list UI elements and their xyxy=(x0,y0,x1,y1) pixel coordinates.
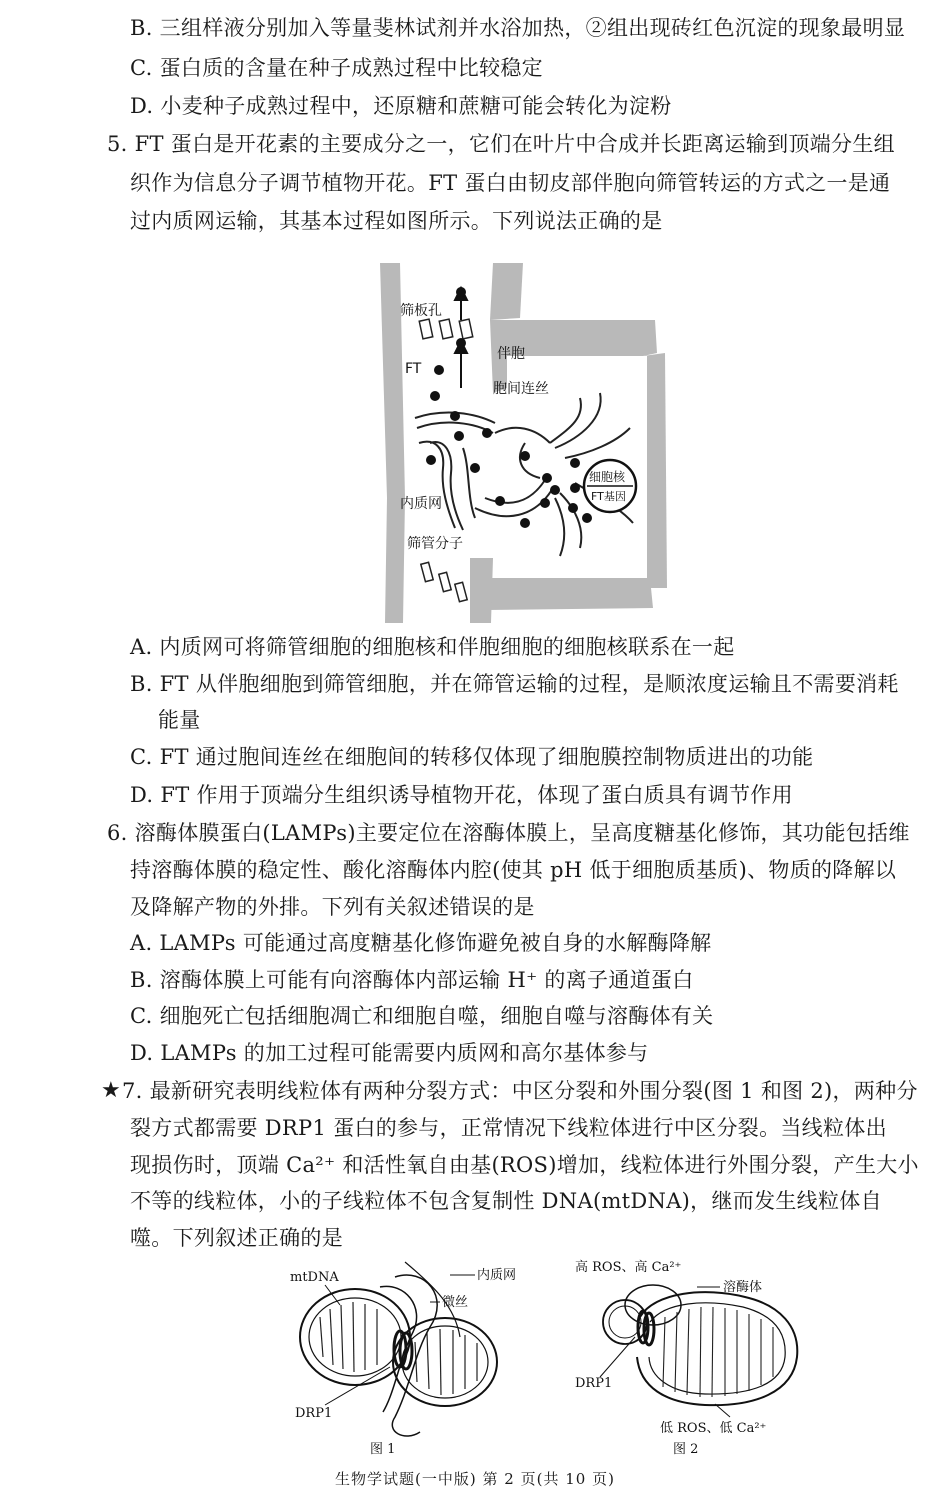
q4-option-d: D. 小麦种子成熟过程中，还原糖和蔗糖可能会转化为淀粉 xyxy=(130,94,672,118)
label-companion-cell: 伴胞 xyxy=(497,346,525,362)
page-footer: 生物学试题(一中版) 第 2 页(共 10 页) xyxy=(335,1470,615,1488)
label-er: 内质网 xyxy=(400,496,442,512)
mitochondria-figure-1 xyxy=(285,1257,535,1462)
label-ft-gene: FT基因 xyxy=(591,490,626,503)
fig1-label-drp1: DRP1 xyxy=(295,1406,333,1421)
fig2-label-high-ros: 高 ROS、高 Ca²⁺ xyxy=(575,1260,682,1275)
fig2-caption: 图 2 xyxy=(673,1442,699,1457)
q7-stem-line-2: 裂方式都需要 DRP1 蛋白的参与，正常情况下线粒体进行中区分裂。当线粒体出 xyxy=(130,1116,887,1140)
q5-option-b-line-1: B. FT 从伴胞细胞到筛管细胞，并在筛管运输的过程，是顺浓度运输且不需要消耗 xyxy=(130,672,899,696)
q4-option-b: B. 三组样液分别加入等量斐林试剂并水浴加热，②组出现砖红色沉淀的现象最明显 xyxy=(130,16,906,40)
q6-option-b: B. 溶酶体膜上可能有向溶酶体内部运输 H⁺ 的离子通道蛋白 xyxy=(130,968,694,992)
mitochondria-figure-2 xyxy=(565,1257,825,1462)
q5-option-c: C. FT 通过胞间连丝在细胞间的转移仅体现了细胞膜控制物质进出的功能 xyxy=(130,745,814,769)
fig1-label-mtdna: mtDNA xyxy=(290,1270,339,1285)
label-plasmodesma: 胞间连丝 xyxy=(493,381,549,397)
q5-stem-line-2: 织作为信息分子调节植物开花。FT 蛋白由韧皮部伴胞向筛管转运的方式之一是通 xyxy=(130,171,891,195)
label-sieve-tube: 筛管分子 xyxy=(407,536,463,552)
q7-stem-line-5: 噬。下列叙述正确的是 xyxy=(130,1226,343,1250)
label-ft: FT xyxy=(405,361,422,377)
q7-star-mark: ★ xyxy=(101,1078,121,1103)
q6-stem-line-3: 及降解产物的外排。下列有关叙述错误的是 xyxy=(130,895,535,919)
q5-option-d: D. FT 作用于顶端分生组织诱导植物开花，体现了蛋白质具有调节作用 xyxy=(130,783,793,807)
q6-option-a: A. LAMPs 可能通过高度糖基化修饰避免被自身的水解酶降解 xyxy=(130,931,712,955)
q6-stem-line-2: 持溶酶体膜的稳定性、酸化溶酶体内腔(使其 pH 低于细胞质基质)、物质的降解以 xyxy=(130,858,897,882)
q6-stem-line-1: 6. 溶酶体膜蛋白(LAMPs)主要定位在溶酶体膜上，呈高度糖基化修饰，其功能包括维 xyxy=(107,821,910,845)
q7-stem-line-1: 7. 最新研究表明线粒体有两种分裂方式：中区分裂和外围分裂(图 1 和图 2)，两种分 xyxy=(122,1079,918,1103)
fig2-label-lysosome: 溶酶体 xyxy=(723,1280,763,1295)
q5-option-a: A. 内质网可将筛管细胞的细胞核和伴胞细胞的细胞核联系在一起 xyxy=(130,635,735,659)
q5-option-b-line-2: 能量 xyxy=(158,708,201,732)
label-nucleus: 细胞核 xyxy=(589,470,626,484)
drp1-ring-1 xyxy=(394,1331,412,1369)
q7-stem-line-4: 不等的线粒体，小的子线粒体不包含复制性 DNA(mtDNA)，继而发生线粒体自 xyxy=(130,1189,882,1213)
fig1-label-microfilament: 微丝 xyxy=(442,1295,469,1310)
fig2-label-low-ros: 低 ROS、低 Ca²⁺ xyxy=(660,1421,767,1436)
q5-stem-line-3: 过内质网运输，其基本过程如图所示。下列说法正确的是 xyxy=(130,209,663,233)
q6-option-c: C. 细胞死亡包括细胞凋亡和细胞自噬，细胞自噬与溶酶体有关 xyxy=(130,1004,714,1028)
fig1-label-er: 内质网 xyxy=(477,1268,517,1283)
fig2-label-drp1: DRP1 xyxy=(575,1376,613,1391)
fig1-caption: 图 1 xyxy=(370,1442,396,1457)
q6-option-d: D. LAMPs 的加工过程可能需要内质网和高尔基体参与 xyxy=(130,1041,649,1065)
ft-transport-figure xyxy=(375,258,670,623)
q7-stem-line-3: 现损伤时，顶端 Ca²⁺ 和活性氧自由基(ROS)增加，线粒体进行外围分裂，产生大小 xyxy=(130,1153,919,1177)
q4-option-c: C. 蛋白质的含量在种子成熟过程中比较稳定 xyxy=(130,56,543,80)
label-sieve-plate: 筛板孔 xyxy=(400,303,442,319)
q5-stem-line-1: 5. FT 蛋白是开花素的主要成分之一，它们在叶片中合成并长距离运输到顶端分生组 xyxy=(107,132,895,156)
